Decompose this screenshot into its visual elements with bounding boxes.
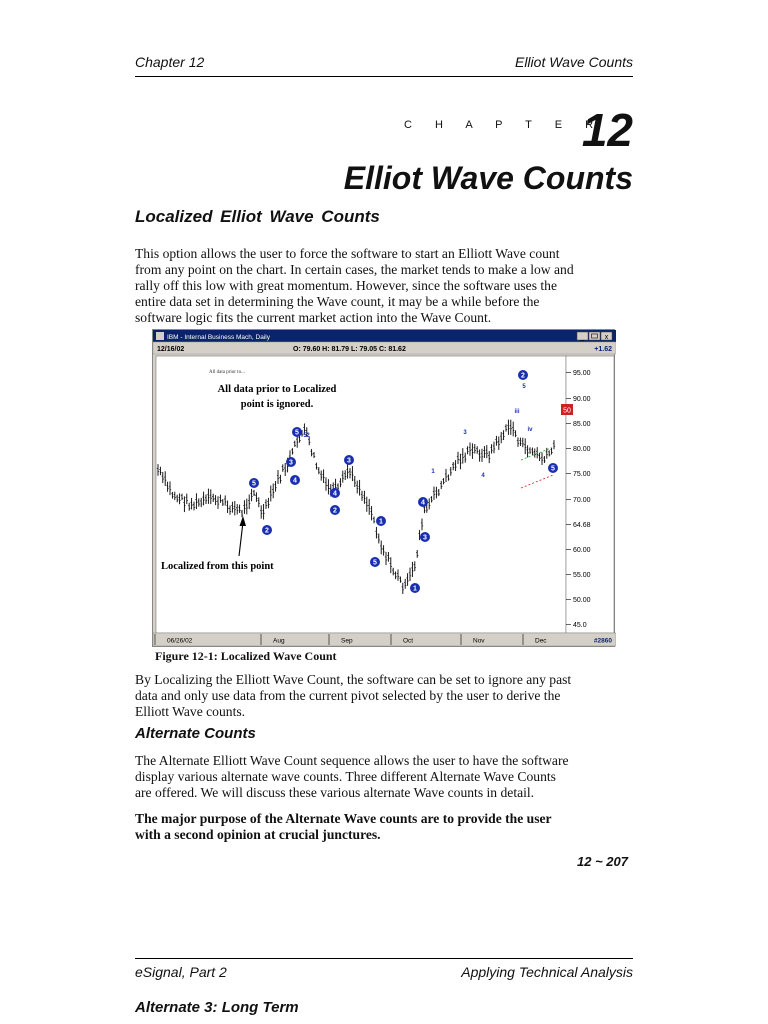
wave-small-label: iii: [514, 409, 520, 415]
localized-line: data and only use data from the current pivot selected by the user to derive the: [135, 688, 561, 703]
running-header-chapter: Chapter 12: [135, 54, 205, 70]
section-heading-alternate: Alternate Counts: [135, 725, 256, 742]
section-heading-localized: Localized Elliot Wave Counts: [135, 207, 380, 226]
bold-line: with a second opinion at crucial junctures.: [135, 827, 381, 842]
footer-rule: [135, 958, 633, 959]
localized-paragraph: [135, 672, 633, 720]
maximize-button[interactable]: [589, 332, 600, 340]
header-rule: [135, 76, 633, 77]
wave-circle-label: 5: [252, 480, 256, 488]
page-number: 12 ~ 207: [577, 854, 628, 869]
wave-circle-label: 2: [521, 372, 525, 380]
wave-circle-label: 3: [289, 459, 293, 467]
price-label: 55.00: [573, 572, 591, 579]
wave-circle-label: 3: [423, 534, 427, 542]
callout-ignored-line2: point is ignored.: [240, 399, 314, 410]
price-label: 90.00: [573, 396, 591, 403]
date-label: Sep: [341, 637, 353, 645]
callout-localized: Localized from this point: [161, 561, 274, 572]
footer-left: eSignal, Part 2: [135, 964, 227, 980]
bar-count: #2860: [593, 637, 612, 645]
footer-right: Applying Technical Analysis: [461, 964, 633, 980]
top-note: All data prior to...: [209, 370, 245, 375]
wave-small-label: 1: [431, 469, 435, 475]
wave-small-label: 2: [306, 433, 310, 439]
price-label: 75.00: [573, 471, 591, 478]
alternate-line: display various alternate wave counts. Three different Alternate Wave Counts: [135, 769, 556, 784]
wave-circle-label: 4: [293, 477, 297, 485]
intro-paragraph: [135, 246, 633, 326]
intro-line: entire data set in determining the Wave count, it may be a while before the: [135, 294, 540, 309]
bold-statement: [135, 811, 633, 843]
intro-line: rally off this low with great momentum. However, since the software uses the: [135, 278, 558, 293]
localized-line: By Localizing the Elliott Wave Count, the software can be set to ignore any past: [135, 672, 572, 687]
chart-window: [152, 329, 615, 647]
price-label: 80.00: [573, 446, 591, 453]
bold-line: The major purpose of the Alternate Wave counts are to provide the user: [135, 811, 552, 826]
wave-circle-label: 1: [379, 518, 383, 526]
chapter-number: 12: [581, 104, 633, 156]
wave-circle-label: 1: [413, 585, 417, 593]
intro-line: This option allows the user to force the software to start an Elliott Wave count: [135, 246, 560, 261]
alternate-line: The Alternate Elliott Wave Count sequence allows the user to have the software: [135, 753, 569, 768]
date-label: 06/26/02: [167, 637, 193, 645]
wave-circle-label: 2: [265, 527, 269, 535]
info-change: +1.62: [594, 346, 612, 353]
callout-ignored-line1: All data prior to Localized: [217, 384, 337, 395]
marker-50-label: 50: [563, 407, 571, 415]
window-title: IBM - Internal Business Mach, Daily: [167, 334, 270, 341]
alternate-paragraph: [135, 753, 633, 801]
price-label: 95.00: [573, 370, 591, 377]
wave-small-label: iv: [527, 427, 533, 433]
date-label: Aug: [273, 637, 285, 645]
window-controls: [577, 332, 612, 341]
wave-circle-label: 5: [551, 465, 555, 473]
running-header-title: Elliot Wave Counts: [514, 54, 633, 70]
wave-small-label: 4: [481, 473, 485, 479]
price-label: 64.68: [573, 522, 591, 529]
info-date: 12/16/02: [157, 346, 185, 353]
wave-circle-label: 4: [333, 490, 337, 498]
close-icon: x: [604, 334, 609, 341]
wave-small-label: 5: [303, 433, 307, 439]
figure-caption: Figure 12-1: Localized Wave Count: [155, 649, 337, 663]
intro-line: from any point on the chart. In certain cases, the market tends to make a low and: [135, 262, 574, 277]
intro-line: software logic fits the current market action into the Wave Count.: [135, 310, 492, 325]
price-label: 85.00: [573, 421, 591, 428]
wave-circle-label: 5: [373, 559, 377, 567]
localized-line: Elliott Wave counts.: [135, 704, 246, 719]
wave-small-label: 3: [463, 430, 467, 436]
date-label: Oct: [403, 637, 414, 645]
date-label: Dec: [535, 637, 547, 645]
price-label: 70.00: [573, 497, 591, 504]
wave-small-label: 5: [522, 384, 526, 390]
wave-circle-label: 3: [347, 457, 351, 465]
wave-circle-label: 2: [333, 507, 337, 515]
chart-graphic: [153, 330, 616, 648]
price-label: 45.0: [573, 622, 587, 629]
alternate-line: are offered. We will discuss these various alternate Wave counts in detail.: [135, 785, 535, 800]
minimize-icon: _: [580, 334, 585, 341]
wave-circle-label: 5: [295, 429, 299, 437]
wave-circle-label: 4: [421, 499, 425, 507]
next-section-heading: Alternate 3: Long Term: [135, 999, 299, 1016]
chapter-title: Elliot Wave Counts: [343, 160, 633, 196]
info-ohlc: O: 79.60 H: 81.79 L: 79.05 C: 81.62: [293, 346, 406, 353]
date-label: Nov: [473, 637, 485, 645]
wave-small-label: 3: [329, 491, 333, 497]
price-label: 60.00: [573, 547, 591, 554]
chapter-word: C H A P T E R: [404, 119, 604, 131]
app-icon: [156, 332, 164, 340]
price-label: 50.00: [573, 597, 591, 604]
